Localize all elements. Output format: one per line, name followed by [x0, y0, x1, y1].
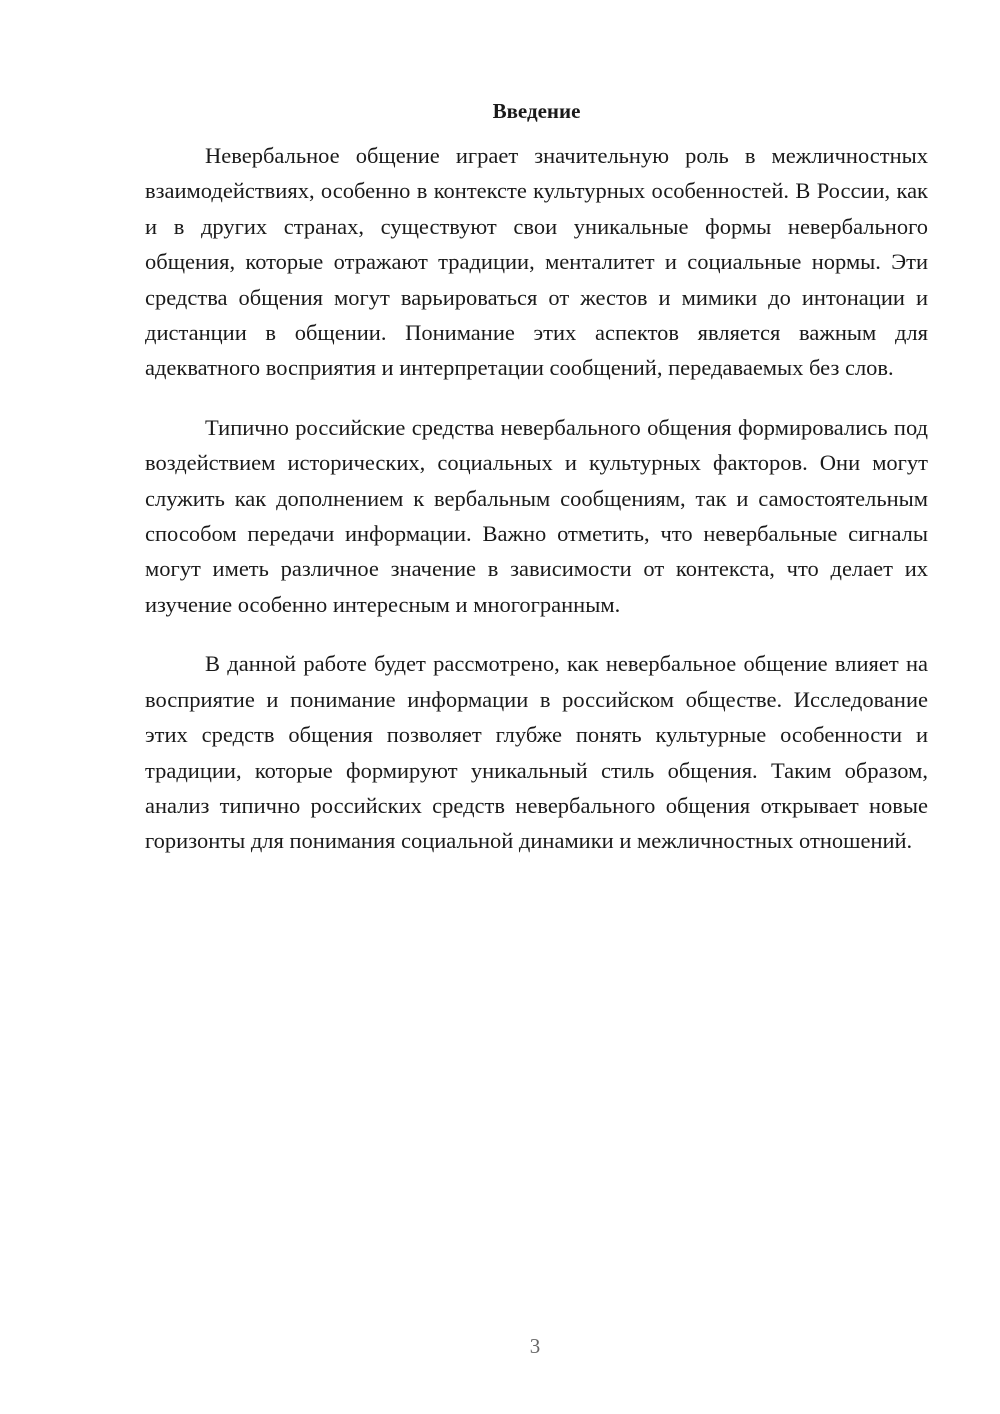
paragraph-2: Типично российские средства невербального общения формировались под воздействием исторических, социальных и культурных факторов. Они могут служить как дополнением к вербальным сообщениям, так и самостоятельным способом передачи информации. Важно отметить, что невербальные сигналы могут иметь различное значение в зависимости от контекста, что делает их изучение особенно интересным и многогранным.	[145, 414, 928, 617]
section-title: Введение	[492, 99, 581, 123]
paragraph-3: В данной работе будет рассмотрено, как невербальное общение влияет на восприятие и понимание информации в российском обществе. Исследование этих средств общения позволяет глубже понять культурные особенности и традиции, которые формируют уникальный стиль общения. Таким образом, анализ типично российских средств невербального общения открывает новые горизонты для понимания социальной динамики и межличностных отношений.	[145, 651, 928, 854]
page-content	[145, 96, 928, 883]
page-number: 3	[529, 1334, 541, 1358]
paragraph-1: Невербальное общение играет значительную роль в межличностных взаимодействиях, особенно в контексте культурных особенностей. В России, как и в других странах, существуют свои уникальные формы невербального общения, которые отражают традиции, менталитет и социальные нормы. Эти средства общения могут варьироваться от жестов и мимики до интонации и дистанции в общении. Понимание этих аспектов является важным для адекватного восприятия и интерпретации сообщений, передаваемых без слов.	[145, 143, 928, 381]
